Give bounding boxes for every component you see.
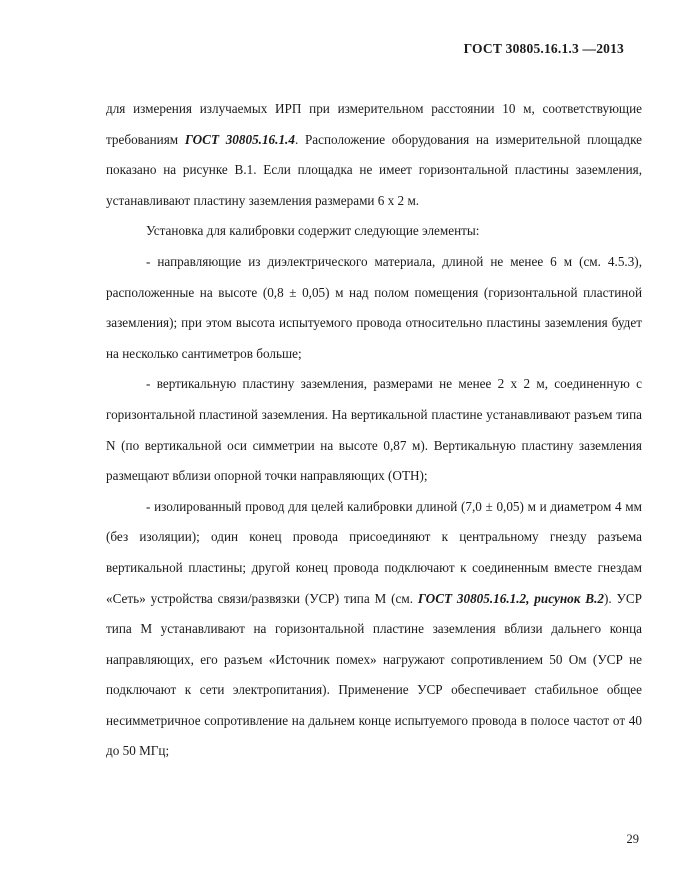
paragraph-text: ). УСР типа М устанавливают на горизонтальной пластине заземления вблизи дальнего конца направляющих, его разъем «Источник помех» нагружают сопротивлением 50 Ом (УСР не подключают к сети электропитания). Применение УСР обеспечивает стабильное общее несимметричное сопротивление на дальнем конце испытуемого провода в полосе частот от 40 до 50 МГц; bbox=[106, 590, 642, 759]
standard-reference: ГОСТ 30805.16.1.2, рисунок В.2 bbox=[417, 590, 604, 606]
paragraph-calibration-setup-intro bbox=[106, 216, 642, 247]
page-number: 29 bbox=[626, 832, 639, 846]
standard-header: ГОСТ 30805.16.1.3 —2013 bbox=[463, 41, 624, 56]
paragraph-text: - направляющие из диэлектрического материала, длиной не менее 6 м (см. 4.5.3), расположенные на высоте (0,8 ± 0,05) м над полом помещения (горизонтальной пластиной заземления); при этом высота испытуемого провода относительно пластины заземления будет на несколько сантиметров больше; bbox=[106, 253, 642, 361]
paragraph-text: . Расположение оборудования на измерительной площадке показано на рисунке В.1. Если площадка не имеет горизонтальной пластины заземления, устанавливают пластину заземления размерами 6 х 2 м. bbox=[106, 131, 643, 208]
paragraph-measurement-distance bbox=[106, 94, 642, 216]
paragraph-text: - вертикальную пластину заземления, размерами не менее 2 х 2 м, соединенную с горизонтальной пластиной заземления. На вертикальной пластине устанавливают разъем типа N (по вертикальной оси симметрии на высоте 0,87 м). Вертикальную пластину заземления размещают вблизи опорной точки направляющих (ОТН); bbox=[106, 376, 642, 484]
paragraph-text: для измерения излучаемых ИРП при измерительном расстоянии 10 м, соответствующие требованиям bbox=[106, 101, 642, 147]
paragraph-text: Установка для калибровки содержит следующие элементы: bbox=[146, 223, 480, 239]
standard-reference: ГОСТ 30805.16.1.4 bbox=[184, 131, 295, 147]
list-item-vertical-ground-plane bbox=[106, 369, 642, 491]
body-text bbox=[106, 94, 642, 767]
list-item-dielectric-guides bbox=[106, 247, 642, 369]
paragraph-text: - изолированный провод для целей калибровки длиной (7,0 ± 0,05) м и диаметром 4 мм (без изоляции); один конец провода присоединяют к центральному гнезду разъема вертикальной пластины; другой конец провода подключают к соединенным вместе гнездам «Сеть» устройства связи/развязки (УСР) типа М (см. bbox=[106, 498, 642, 606]
list-item-insulated-wire bbox=[106, 492, 642, 767]
